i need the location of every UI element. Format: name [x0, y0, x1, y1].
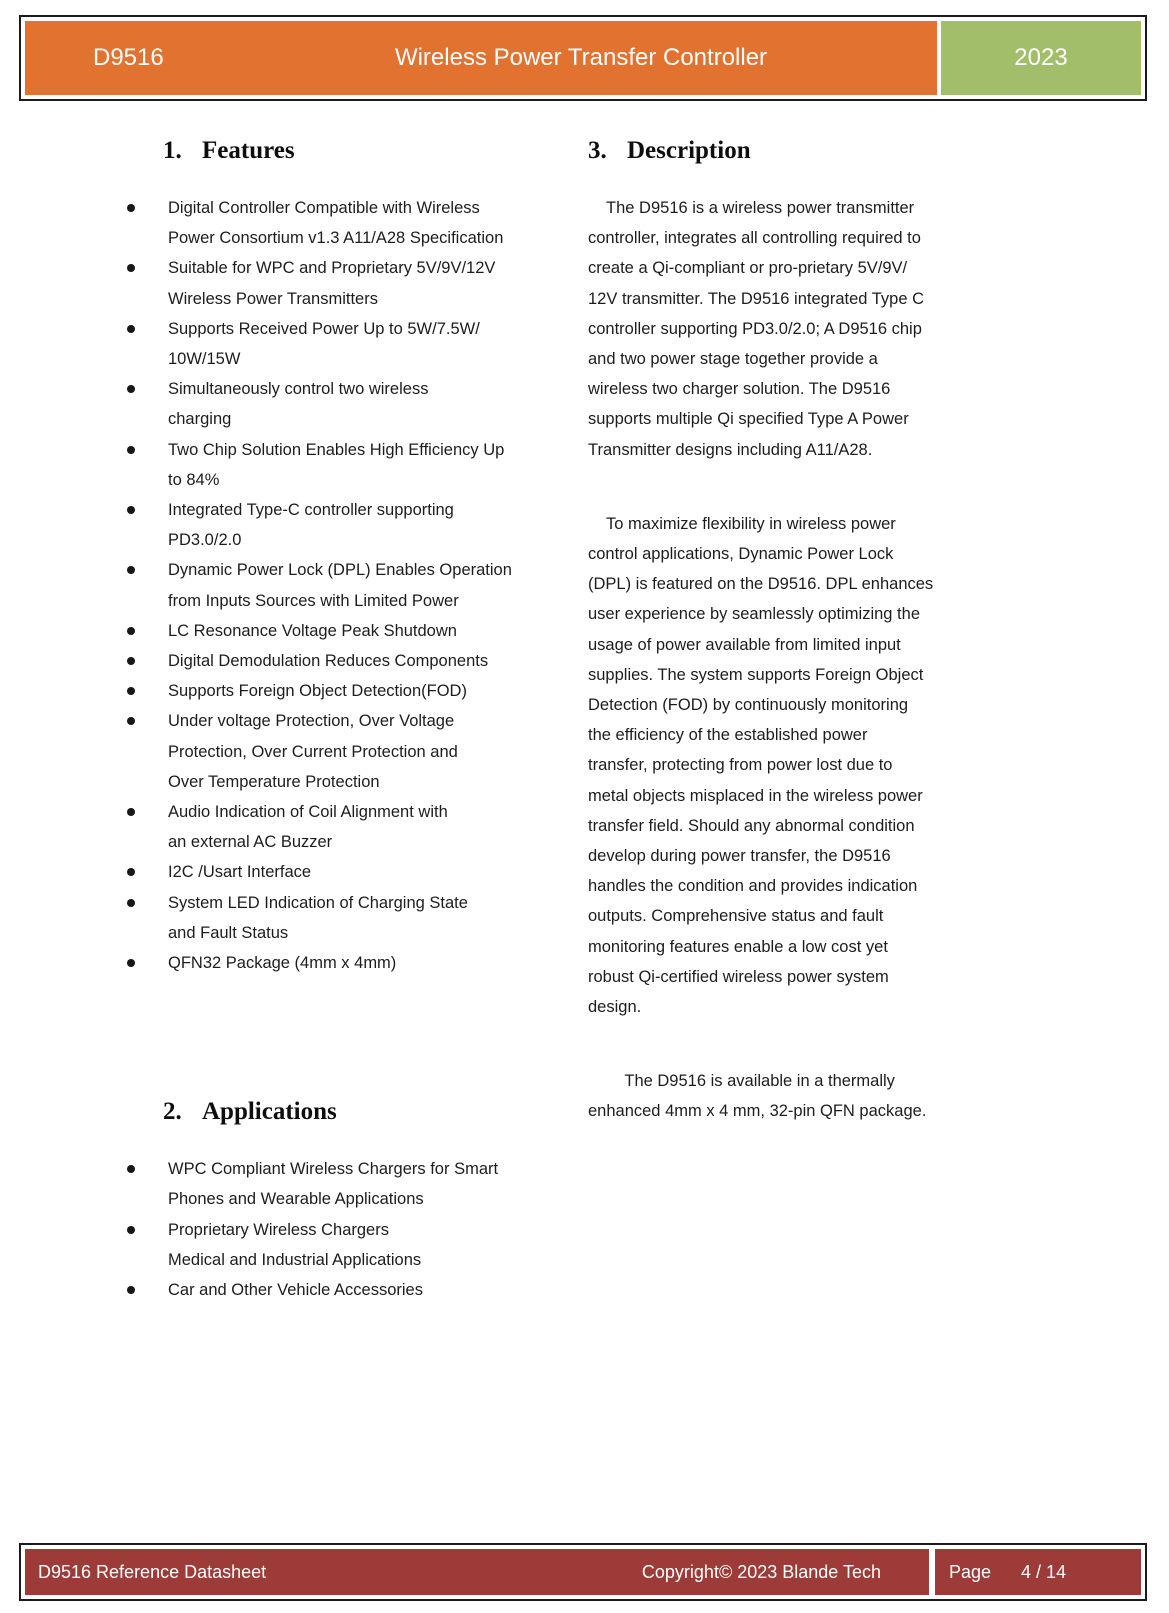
applications-heading-number: 2.: [163, 1098, 182, 1126]
paragraph-line: transfer field. Should any abnormal condition: [588, 816, 915, 835]
description-heading: [588, 133, 1018, 169]
list-item-line: Digital Controller Compatible with Wireless: [168, 199, 480, 217]
list-item-line: Medical and Industrial Applications: [168, 1250, 422, 1269]
bullet-icon: [127, 446, 135, 454]
applications-heading-title: Applications: [202, 1098, 337, 1126]
footer-document-name: D9516 Reference Datasheet: [38, 1561, 267, 1582]
description-paragraph: [588, 509, 1018, 1022]
paragraph-line: handles the condition and provides indication: [588, 877, 918, 896]
applications-heading: [163, 1094, 603, 1130]
list-item-line: 10W/15W: [168, 350, 241, 369]
document-title: Wireless Power Transfer Controller: [394, 44, 768, 71]
left-column: [163, 133, 603, 1305]
paragraph-line: To maximize flexibility in wireless power: [588, 514, 896, 533]
footer-page-label: Page: [949, 1561, 992, 1582]
paragraph-line: The D9516 is available in a thermally: [588, 1072, 895, 1091]
list-item-line: Integrated Type-C controller supporting: [168, 501, 454, 520]
paragraph-line: supports multiple Qi specified Type A Power: [588, 410, 909, 429]
list-item-line: LC Resonance Voltage Peak Shutdown: [168, 621, 457, 640]
description-body: [588, 193, 1018, 1127]
bullet-icon: [127, 899, 135, 907]
list-item: [163, 676, 603, 706]
list-item: [163, 193, 603, 253]
paragraph-line: develop during power transfer, the D9516: [588, 847, 891, 866]
bullet-icon: [127, 1165, 135, 1173]
list-item-line: an external AC Buzzer: [168, 833, 333, 852]
year-badge: 2023: [941, 21, 1141, 95]
list-item-line: Two Chip Solution Enables High Efficiency Up: [168, 440, 505, 459]
header-bar: [19, 15, 1147, 101]
features-heading-title: Features: [202, 137, 295, 164]
paragraph-line: outputs. Comprehensive status and fault: [588, 907, 884, 926]
paragraph-line: (DPL) is featured on the D9516. DPL enhances: [588, 575, 934, 594]
applications-list: [163, 1154, 603, 1305]
bullet-icon: [127, 385, 135, 393]
paragraph-line: controller, integrates all controlling required to: [588, 229, 921, 248]
bullet-icon: [127, 717, 135, 725]
paragraph-line: enhanced 4mm x 4 mm, 32-pin QFN package.: [588, 1102, 927, 1121]
paragraph-line: monitoring features enable a low cost yet: [588, 937, 888, 956]
list-item-line: Supports Foreign Object Detection(FOD): [168, 682, 467, 701]
paragraph-line: usage of power available from limited input: [588, 635, 901, 654]
list-item: [163, 706, 603, 797]
paragraph-line: Transmitter designs including A11/A28.: [588, 440, 873, 459]
list-item: [163, 495, 603, 555]
list-item: [163, 435, 603, 495]
list-item: [163, 1215, 603, 1275]
list-item: [163, 857, 603, 887]
bullet-icon: [127, 1226, 135, 1234]
description-paragraph: [588, 1066, 1018, 1126]
description-heading-number: 3.: [588, 137, 607, 164]
bullet-icon: [127, 566, 135, 574]
list-item: [163, 374, 603, 434]
paragraph-line: controller supporting PD3.0/2.0; A D9516 chip: [588, 319, 922, 338]
bullet-icon: [127, 1286, 135, 1294]
paragraph-line: metal objects misplaced in the wireless power: [588, 786, 923, 805]
part-number: D9516: [93, 44, 164, 71]
list-item-line: Supports Received Power Up to 5W/7.5W/: [168, 319, 480, 338]
list-item-line: Under voltage Protection, Over Voltage: [168, 712, 455, 731]
paragraph-line: create a Qi-compliant or pro-prietary 5V/9V/: [588, 259, 908, 278]
list-item-line: Power Consortium v1.3 A11/A28 Specification: [168, 229, 504, 248]
list-item: [163, 646, 603, 676]
footer-main-band: [25, 1549, 929, 1595]
bullet-icon: [127, 204, 135, 212]
paragraph-line: wireless two charger solution. The D9516: [588, 380, 891, 399]
bullet-icon: [127, 687, 135, 695]
header-orange-band: [25, 21, 937, 95]
list-item-line: Proprietary Wireless Chargers: [168, 1220, 389, 1239]
paragraph-line: the efficiency of the established power: [588, 726, 868, 745]
description-heading-title: Description: [627, 137, 751, 164]
bullet-icon: [127, 506, 135, 514]
paragraph-line: and two power stage together provide a: [588, 350, 878, 369]
paragraph-line: 12V transmitter. The D9516 integrated Type C: [588, 289, 925, 308]
list-item-line: Dynamic Power Lock (DPL) Enables Operation: [168, 561, 512, 580]
list-item-line: and Fault Status: [168, 923, 289, 942]
paragraph-line: transfer, protecting from power lost due to: [588, 756, 893, 775]
features-heading: [163, 133, 603, 169]
list-item: [163, 253, 603, 313]
list-item-line: I2C /Usart Interface: [168, 863, 312, 882]
list-item: [163, 797, 603, 857]
list-item-line: Simultaneously control two wireless: [168, 380, 429, 399]
list-item-line: PD3.0/2.0: [168, 531, 242, 550]
list-item-line: charging: [168, 410, 232, 429]
footer-bar: [19, 1543, 1147, 1601]
paragraph-line: user experience by seamlessly optimizing the: [588, 605, 920, 624]
paragraph-line: robust Qi-certified wireless power system: [588, 967, 889, 986]
list-item-line: Phones and Wearable Applications: [168, 1190, 424, 1209]
footer-page-band: [935, 1549, 1141, 1595]
list-item-line: Suitable for WPC and Proprietary 5V/9V/12V: [168, 259, 496, 278]
right-column: [588, 133, 1018, 1171]
features-list: [163, 193, 603, 978]
footer-copyright: Copyright© 2023 Blande Tech: [641, 1561, 881, 1582]
bullet-icon: [127, 325, 135, 333]
list-item-line: QFN32 Package (4mm x 4mm): [168, 954, 397, 973]
list-item-line: Car and Other Vehicle Accessories: [168, 1281, 423, 1300]
list-item-line: Audio Indication of Coil Alignment with: [168, 803, 448, 822]
bullet-icon: [127, 264, 135, 272]
paragraph-line: control applications, Dynamic Power Lock: [588, 545, 894, 564]
bullet-icon: [127, 657, 135, 665]
paragraph-line: Detection (FOD) by continuously monitoring: [588, 696, 909, 715]
list-item-line: Protection, Over Current Protection and: [168, 742, 458, 761]
paragraph-line: supplies. The system supports Foreign Object: [588, 665, 924, 684]
list-item-line: System LED Indication of Charging State: [168, 893, 468, 912]
list-item: [163, 616, 603, 646]
bullet-icon: [127, 868, 135, 876]
list-item: [163, 948, 603, 978]
list-item-line: Wireless Power Transmitters: [168, 289, 378, 308]
paragraph-line: The D9516 is a wireless power transmitter: [588, 199, 915, 217]
list-item-line: Over Temperature Protection: [168, 772, 380, 791]
list-item-line: from Inputs Sources with Limited Power: [168, 591, 459, 610]
bullet-icon: [127, 627, 135, 635]
description-paragraph: [588, 193, 1018, 465]
list-item-line: to 84%: [168, 470, 220, 489]
list-item: [163, 1154, 603, 1214]
list-item-line: WPC Compliant Wireless Chargers for Smart: [168, 1160, 499, 1179]
bullet-icon: [127, 808, 135, 816]
paragraph-line: design.: [588, 998, 642, 1017]
list-item: [163, 314, 603, 374]
list-item: [163, 888, 603, 948]
footer-page-number: 4 / 14: [1021, 1561, 1067, 1582]
features-heading-number: 1.: [163, 137, 182, 164]
bullet-icon: [127, 959, 135, 967]
list-item-line: Digital Demodulation Reduces Components: [168, 652, 489, 671]
list-item: [163, 555, 603, 615]
list-item: [163, 1275, 603, 1305]
